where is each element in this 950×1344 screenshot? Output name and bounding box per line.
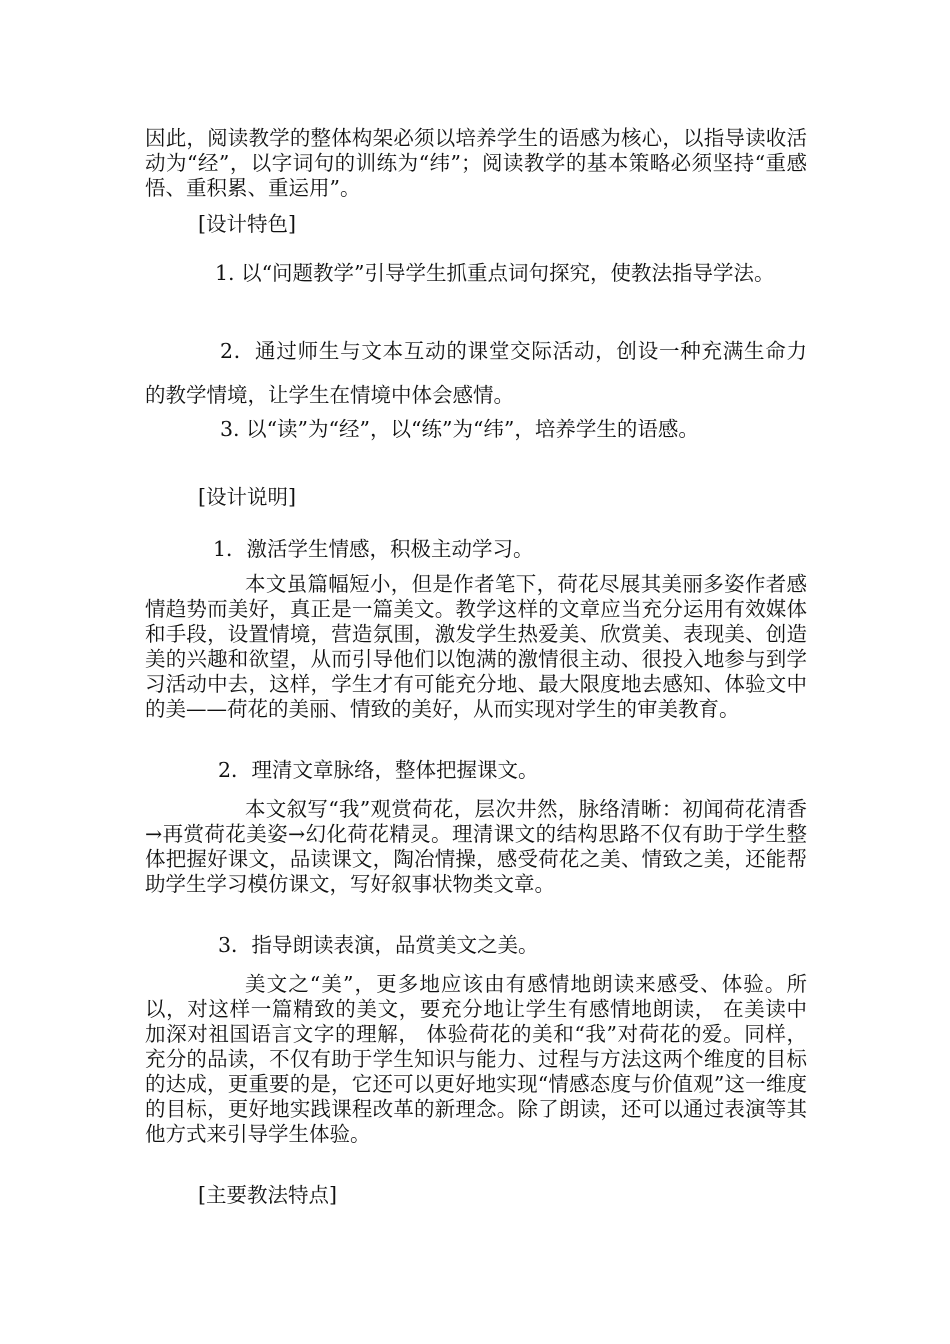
- design-note-body-2: 本文叙写“我”观赏荷花，层次井然，脉络清晰：初闻荷花清香→再赏荷花美姿→幻化荷花精灵。理清课文的结构思路不仅有助于学生整体把握好课文，品读课文，陶冶情操，感受荷花之美、情致之美，还能帮助学生学习模仿课文，写好叙事状物类文章。: [145, 797, 807, 896]
- main-methods-heading: [主要教法特点]: [198, 1183, 337, 1207]
- design-feature-item-3: 3. 以“读”为“经”，以“练”为“纬”，培养学生的语感。: [220, 417, 699, 441]
- design-feature-item-1: 1. 以“问题教学”引导学生抓重点词句探究，使教法指导学法。: [215, 261, 775, 285]
- design-note-body-1: 本文虽篇幅短小，但是作者笔下，荷花尽展其美丽多姿作者感情趋势而美好，真正是一篇美文。教学这样的文章应当充分运用有效媒体和手段，设置情境，营造氛围，激发学生热爱美、欣赏美、表现美、创造美的兴趣和欲望，从而引导他们以饱满的激情很主动、很投入地参与到学习活动中去，这样，学生才有可能充分地、最大限度地去感知、体验文中的美——荷花的美丽、情致的美好，从而实现对学生的审美教育。: [145, 572, 807, 721]
- intro-paragraph: 因此，阅读教学的整体构架必须以培养学生的语感为核心，以指导读收活动为“经”，以字词句的训练为“纬”；阅读教学的基本策略必须坚持“重感悟、重积累、重运用”。: [145, 126, 807, 200]
- design-notes-heading: [设计说明]: [198, 485, 296, 509]
- design-features-heading: [设计特色]: [198, 212, 296, 236]
- design-note-title-2: 2．理清文章脉络，整体把握课文。: [218, 758, 539, 782]
- design-note-title-1: 1．激活学生情感，积极主动学习。: [213, 537, 534, 561]
- design-feature-item-2: 2．通过师生与文本互动的课堂交际活动，创设一种充满生命力的教学情境，让学生在情境中体会感情。: [145, 339, 807, 407]
- design-note-body-3: 美文之“美”，更多地应该由有感情地朗读来感受、体验。所以，对这样一篇精致的美文，要充分地让学生有感情地朗读， 在美读中加深对祖国语言文字的理解， 体验荷花的美和“我”对荷花的爱。同样，充分的品读，不仅有助于学生知识与能力、过程与方法这两个维度的目标的达成，更重要的是，它还可以更好地实现“情感态度与价值观”这一维度的目标，更好地实践课程改革的新理念。除了朗读，还可以通过表演等其他方式来引导学生体验。: [145, 972, 807, 1146]
- design-note-title-3: 3．指导朗读表演，品赏美文之美。: [218, 933, 539, 957]
